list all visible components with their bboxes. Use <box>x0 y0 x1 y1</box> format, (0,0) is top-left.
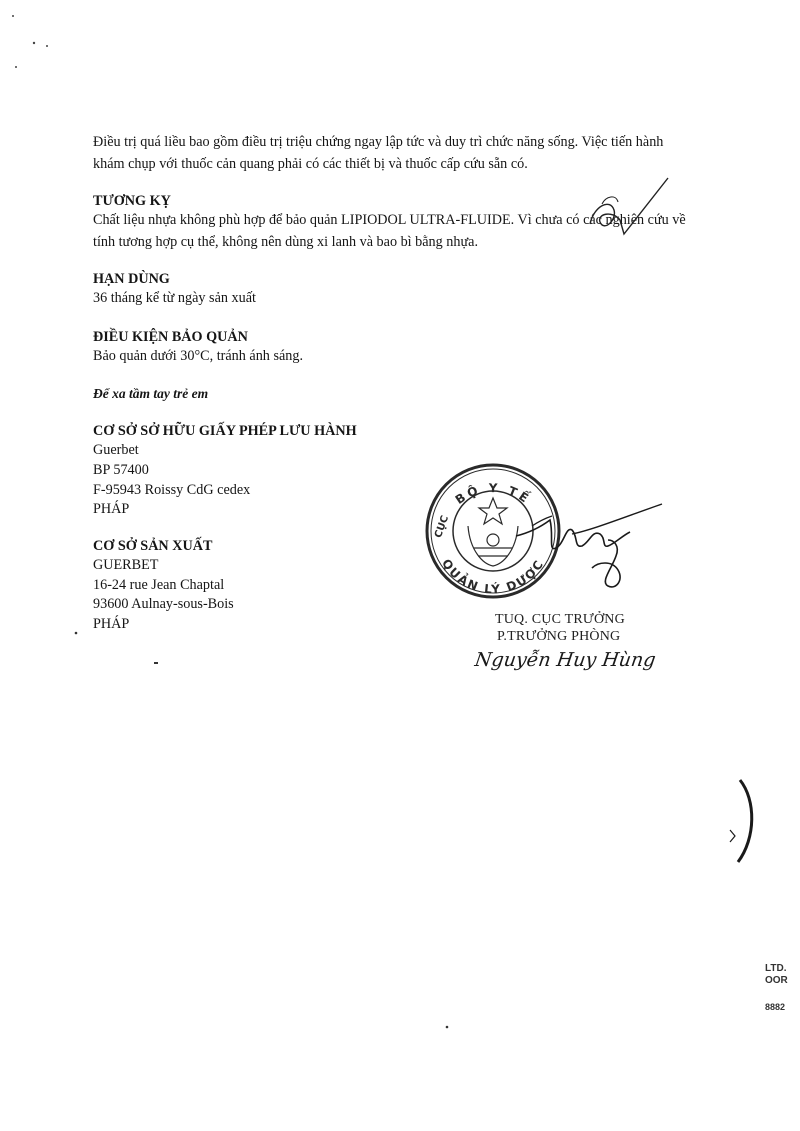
manufacturer-heading: CƠ SỞ SẢN XUẤT <box>93 538 213 554</box>
license-holder-line: PHÁP <box>93 501 130 517</box>
signatory-name: Nguyễn Huy Hùng <box>473 649 658 671</box>
storage-text: Bảo quản dưới 30°C, tránh ánh sáng. <box>93 348 303 364</box>
storage-heading: ĐIỀU KIỆN BẢO QUẢN <box>93 329 248 345</box>
edge-text-1: LTD. <box>765 963 787 974</box>
shelf-life-text: 36 tháng kể từ ngày sản xuất <box>93 290 256 306</box>
overdose-line-2: khám chụp với thuốc cản quang phải có các thiết bị và thuốc cấp cứu sẵn có. <box>93 156 528 172</box>
license-holder-heading: CƠ SỞ SỞ HỮU GIẤY PHÉP LƯU HÀNH <box>93 423 357 439</box>
license-holder-line: BP 57400 <box>93 462 149 478</box>
incompatibility-line-1: Chất liệu nhựa không phù hợp để bảo quản LIPIODOL ULTRA-FLUIDE. Vì chưa có các nghiên cứu về <box>93 212 686 228</box>
emblem-icon <box>468 498 518 566</box>
manufacturer-line: GUERBET <box>93 557 159 573</box>
edge-bracket-mark <box>728 778 758 864</box>
stamp-left-text: CỤC <box>432 514 452 540</box>
edge-text-2: OOR <box>765 975 788 986</box>
manufacturer-line: PHÁP <box>93 616 130 632</box>
manufacturer-line: 16-24 rue Jean Chaptal <box>93 577 225 593</box>
signature-title-2: P.TRƯỞNG PHÒNG <box>497 629 621 644</box>
license-holder-line: F-95943 Roissy CdG cedex <box>93 482 251 498</box>
license-holder-line: Guerbet <box>93 442 139 458</box>
incompatibility-heading: TƯƠNG KỴ <box>93 193 171 209</box>
incompatibility-line-2: tính tương hợp cụ thể, không nên dùng xi lanh và bao bì bằng nhựa. <box>93 234 479 250</box>
shelf-life-heading: HẠN DÙNG <box>93 271 170 287</box>
manufacturer-line: 93600 Aulnay-sous-Bois <box>93 596 234 612</box>
stamp-top-text: BỘ Y TẾ <box>452 481 534 507</box>
signature-title-1: TUQ. CỤC TRƯỞNG <box>495 612 625 627</box>
stamp-bottom-text: QUẢN LÝ DƯỢC <box>438 556 547 597</box>
overdose-line-1: Điều trị quá liều bao gồm điều trị triệu chứng ngay lập tức và duy trì chức năng sống. Việc tiến hành <box>93 134 664 150</box>
initials-mark <box>584 176 674 242</box>
child-warning: Để xa tầm tay trẻ em <box>93 386 209 401</box>
edge-text-3: 8882 <box>765 1002 786 1012</box>
handwritten-signature <box>512 496 672 596</box>
